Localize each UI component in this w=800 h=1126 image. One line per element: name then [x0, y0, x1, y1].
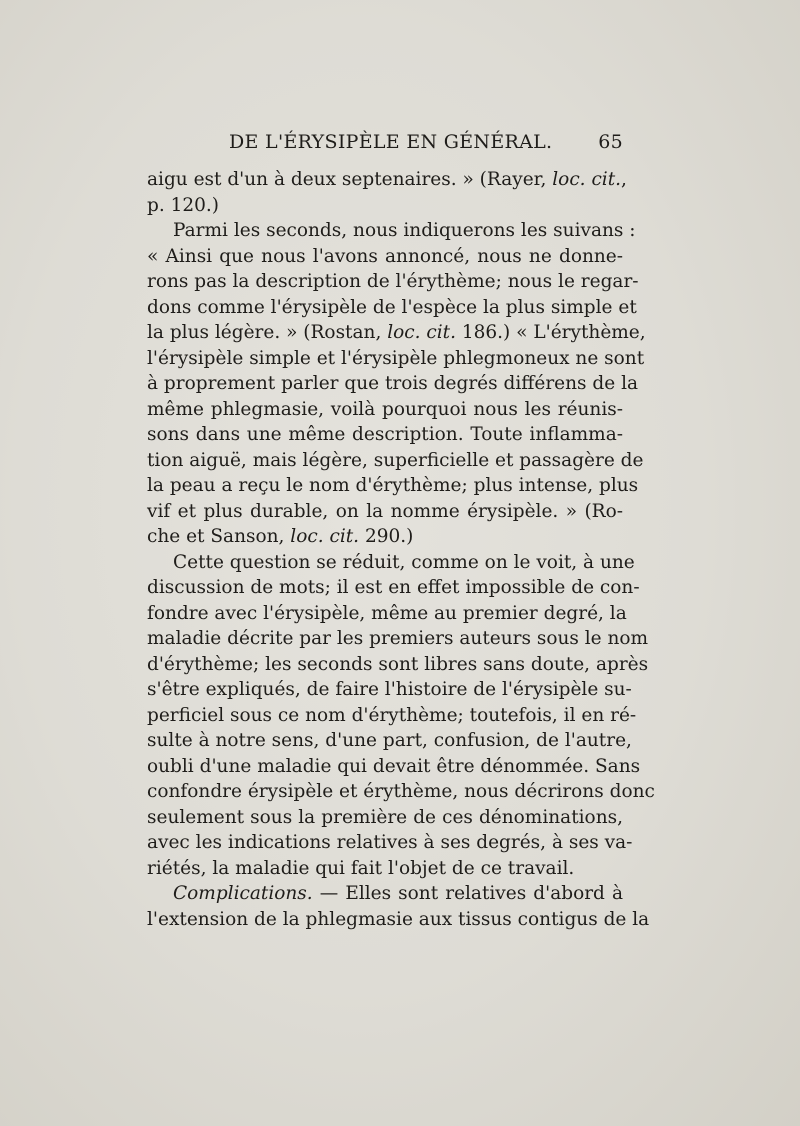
text-line: à proprement parler que trois degrés différens de la [147, 373, 639, 394]
text-line: perficiel sous ce nom d'érythème; toutefois, il en ré- [147, 704, 637, 726]
running-title: DE L'ÉRYSIPÈLE EN GÉNÉRAL. [229, 131, 553, 153]
text-line: la peau a reçu le nom d'érythème; plus intense, plus [147, 475, 639, 496]
text-line: sons dans une même description. Toute inflamma- [147, 424, 623, 445]
text-line: s'être expliqués, de faire l'histoire de l'érysipèle su- [147, 679, 632, 700]
text-line: Complications. — Elles sont relatives d'abord à [173, 883, 623, 904]
text-line: p. 120.) [147, 194, 220, 216]
text-line: riétés, la maladie qui fait l'objet de ce travail. [147, 857, 575, 879]
text-line: aigu est d'un à deux septenaires. » (Rayer, loc. cit., [147, 169, 627, 190]
text-line: vif et plus durable, on la nomme érysipèle. » (Ro- [147, 500, 623, 522]
text-line: maladie décrite par les premiers auteurs sous le nom [147, 628, 649, 649]
text-line: confondre érysipèle et érythème, nous décrirons donc [147, 781, 655, 802]
text-line: oubli d'une maladie qui devait être dénommée. Sans [147, 755, 641, 777]
text-line: l'extension de la phlegmasie aux tissus contigus de la [147, 908, 650, 930]
text-line: tion aiguë, mais légère, superficielle et passagère de [147, 449, 644, 471]
text-line: avec les indications relatives à ses degrés, à ses va- [147, 832, 633, 853]
text-line: discussion de mots; il est en effet impossible de con- [147, 577, 640, 598]
text-line: rons pas la description de l'érythème; nous le regar- [147, 271, 639, 292]
text-line: l'érysipèle simple et l'érysipèle phlegmoneux ne sont [147, 347, 645, 369]
section-heading-complications: Complications. [173, 883, 313, 904]
page-number: 65 [598, 131, 623, 153]
text-line: Parmi les seconds, nous indiquerons les suivans : [173, 220, 636, 241]
text-line: sulte à notre sens, d'une part, confusion, de l'autre, [147, 730, 632, 751]
text-line: même phlegmasie, voilà pourquoi nous les réunis- [147, 398, 623, 420]
text-line: seulement sous la première de ces dénominations, [147, 806, 623, 828]
text-line: Cette question se réduit, comme on le voit, à une [173, 551, 635, 573]
text-line: « Ainsi que nous l'avons annoncé, nous ne donne- [147, 245, 623, 267]
text-line: dons comme l'érysipèle de l'espèce la plus simple et [147, 296, 637, 318]
page-header [147, 131, 623, 159]
text-line: fondre avec l'érysipèle, même au premier degré, la [147, 602, 627, 624]
text-line: la plus légère. » (Rostan, loc. cit. 186.) « L'érythème, [147, 322, 646, 343]
text-line: d'érythème; les seconds sont libres sans doute, après [147, 653, 649, 675]
body-text [147, 167, 655, 932]
text-line: che et Sanson, loc. cit. 290.) [147, 526, 414, 547]
